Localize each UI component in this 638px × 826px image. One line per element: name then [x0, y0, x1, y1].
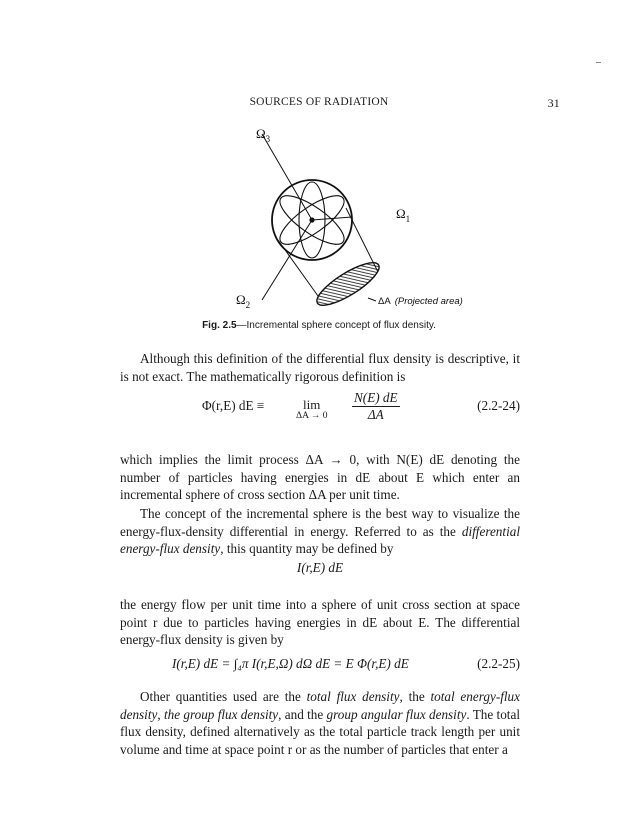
- eq1-limit: [296, 398, 327, 422]
- p5-part-a: Other quantities used are the: [140, 689, 307, 704]
- p5-part-e: . The total flux density, defined alternatively as the total particle track length per unit volume and time at space point r or as the number of particles that enter a: [120, 706, 520, 757]
- running-title: SOURCES OF RADIATION: [249, 96, 389, 108]
- p5-term-total-energy-flux-density: total energy-flux density: [120, 689, 520, 722]
- paragraph-3-start: The concept of the incremental sphere is the best way to visualize the energy-flux-density differential in energy. Referred to as the: [120, 506, 520, 539]
- paragraph-4: the energy flow per unit time into a sphere of unit cross section at space point r due to particles having energies in dE about E. The differential energy-flux density is given by: [120, 597, 520, 648]
- paragraph-1: Although this definition of the differential flux density is descriptive, it is not exact. The mathematically rigorous definition is: [120, 351, 520, 384]
- p5-term-total-flux-density: total flux density: [306, 689, 400, 704]
- paragraph-5: [120, 688, 520, 758]
- equation-2-2-25: [120, 656, 520, 676]
- sphere-center: [309, 217, 314, 222]
- p5-part-d: , and the: [278, 706, 327, 722]
- figure-caption-label: Fig. 2.5: [202, 320, 237, 331]
- eq1-numerator: N(E) dE: [354, 390, 398, 405]
- eq2-body: I(r,E) dE = ∫₄π I(r,E,Ω) dΩ dE = E Φ(r,E) dE: [172, 656, 409, 671]
- equation-2-2-24: [120, 390, 520, 430]
- page-number: 31: [547, 96, 560, 110]
- eq1-fraction: [352, 390, 400, 423]
- running-header: [0, 96, 638, 114]
- omega2-label: $\Omega_2$: [236, 292, 251, 310]
- p5-term-group-flux-density: the group flux density: [163, 706, 279, 722]
- paragraph-3: [120, 505, 520, 558]
- omega1-label: $\Omega_1$: [396, 206, 411, 224]
- paragraph-3-end: , this quantity may be defined by: [220, 541, 394, 557]
- projected-area-pointer: [368, 298, 376, 301]
- omega3-ray: [262, 134, 312, 220]
- projected-area: [312, 256, 385, 313]
- eq1-lhs: Φ(r,E) dE ≡: [202, 398, 265, 413]
- scan-speck: [596, 62, 601, 63]
- figure-caption-text: —Incremental sphere concept of flux density.: [236, 320, 436, 331]
- eq1-lim-subscript: ΔA → 0: [296, 411, 328, 421]
- p5-part-c: ,: [157, 706, 164, 722]
- projected-area-label: ΔA (Projected area): [378, 296, 463, 307]
- eq1-denominator: ΔA: [367, 407, 384, 422]
- figure-caption: [0, 320, 638, 331]
- paragraph-3-term: differential energy-flux density: [120, 523, 520, 557]
- p5-part-b: , the: [399, 689, 431, 704]
- eq-mid-text: I(r,E) dE: [296, 560, 344, 575]
- eq2-number: (2.2-25): [477, 656, 520, 671]
- eq1-lim-word: lim: [303, 397, 321, 412]
- eq1-number: (2.2-24): [477, 398, 520, 413]
- incremental-sphere-figure: [200, 120, 500, 315]
- p5-term-group-angular-flux-density: group angular flux density: [326, 706, 467, 722]
- equation-differential: [120, 559, 520, 577]
- paragraph-2: which implies the limit process ΔA → 0, with N(E) dE denoting the number of particles having energies in dE about E which enter an incremental sphere of cross section ΔA per unit time.: [120, 452, 520, 503]
- omega3-label: $\Omega_3$: [256, 126, 271, 144]
